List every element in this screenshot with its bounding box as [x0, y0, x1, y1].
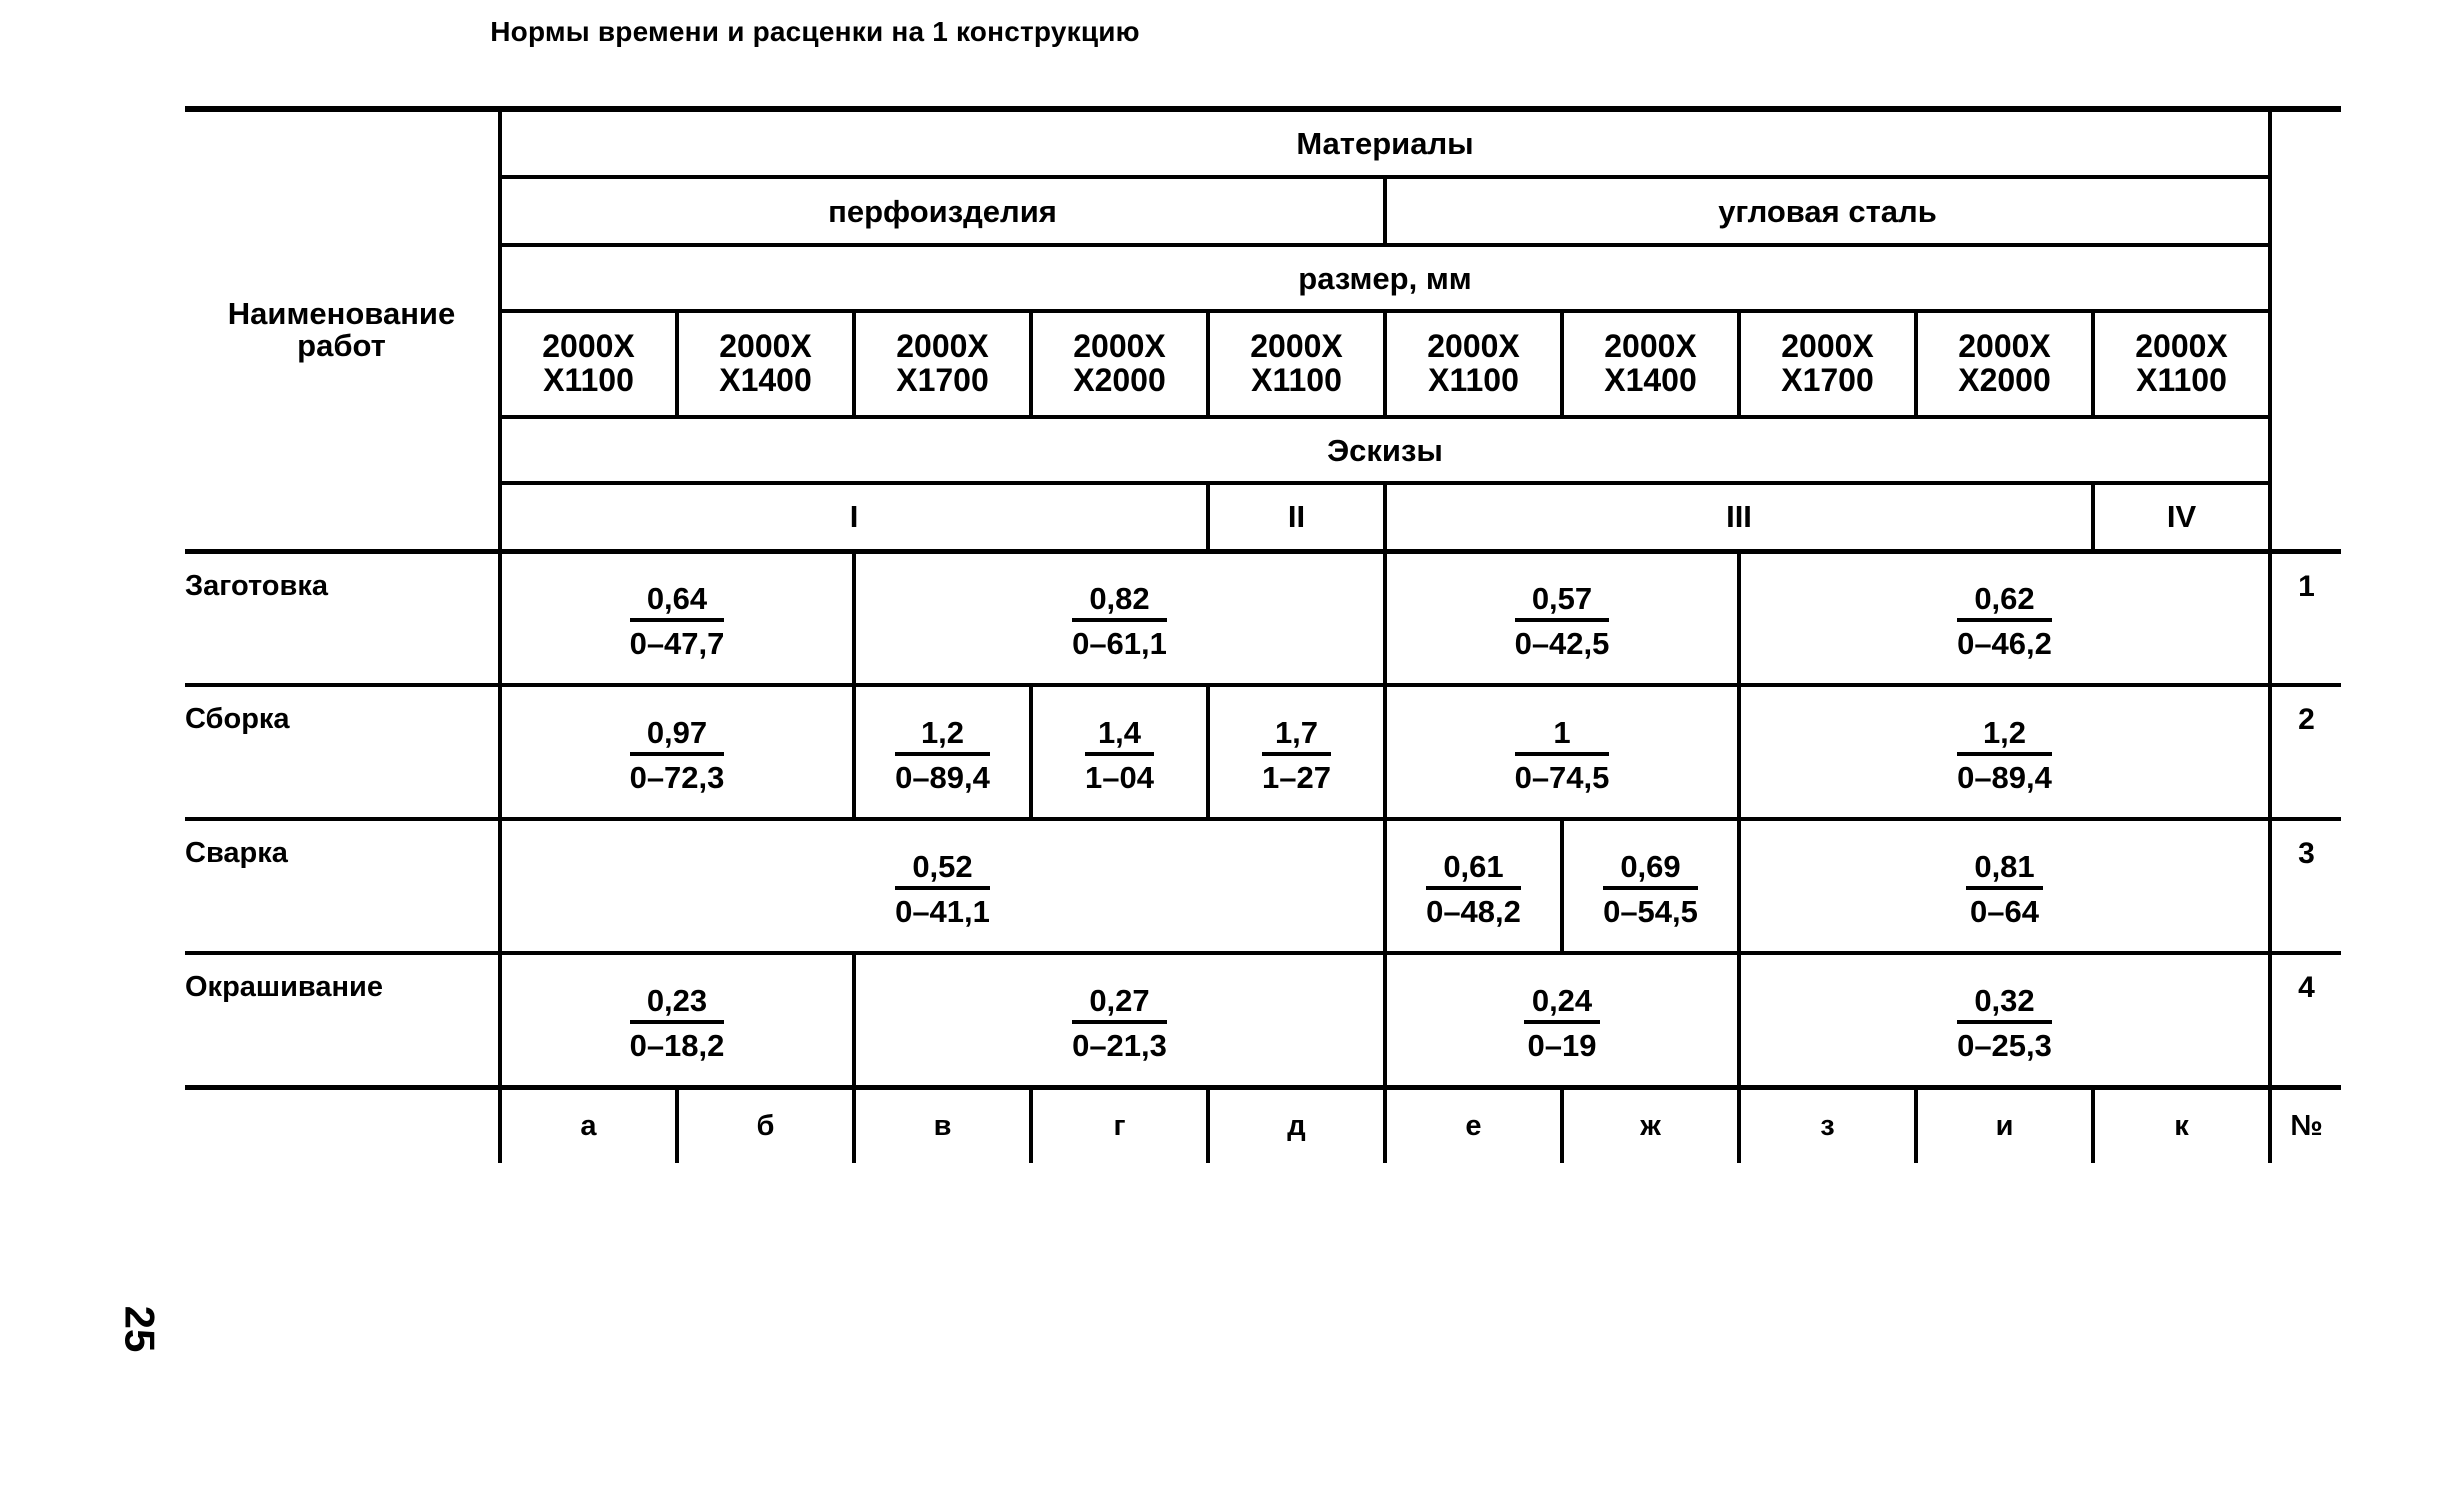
rate-cell: $\frac{0,57}{0-42,5}$ [1385, 551, 1739, 685]
rate-cell: $\frac{0,24}{0-19}$ [1385, 953, 1739, 1087]
num-label: № [2290, 1109, 2323, 1142]
rate-cell: $\frac{1,2}{0-89,4}$ [854, 685, 1031, 819]
rate-cell: $\frac{0,81}{0-64}$ [1739, 819, 2270, 953]
num-header-blank [2270, 109, 2341, 551]
rate-cell: $\frac{0,82}{0-61,1}$ [854, 551, 1385, 685]
size-header: размер, мм [500, 245, 2270, 311]
column-letter: а [500, 1087, 677, 1163]
norms-table [185, 106, 2341, 1163]
row-name: Заготовка [185, 551, 500, 685]
sketch-group-4: IV [2093, 483, 2270, 551]
rate-cell: $\frac{1,7}{1-27}$ [1208, 685, 1385, 819]
column-letter: г [1031, 1087, 1208, 1163]
column-letter: в [854, 1087, 1031, 1163]
rate-cell: $\frac{0,64}{0-47,7}$ [500, 551, 854, 685]
sketches-header: Эскизы [500, 417, 2270, 483]
rate-cell: $\frac{1}{0-74,5}$ [1385, 685, 1739, 819]
sketch-group-3: III [1385, 483, 2093, 551]
size-cell: 2000X X2000 [1031, 311, 1208, 417]
rate-cell: $\frac{0,23}{0-18,2}$ [500, 953, 854, 1087]
row-number: 3 [2270, 819, 2341, 953]
row-name: Сварка [185, 819, 500, 953]
rate-cell: $\frac{0,61}{0-48,2}$ [1385, 819, 1562, 953]
size-cell: 2000X X1100 [1208, 311, 1385, 417]
size-cell: 2000X X1400 [1562, 311, 1739, 417]
column-letter: д [1208, 1087, 1385, 1163]
size-cell: 2000X X1700 [1739, 311, 1916, 417]
column-letter: и [1916, 1087, 2093, 1163]
page-number: 25 [116, 1305, 164, 1353]
column-letter: ж [1562, 1087, 1739, 1163]
materials-header: Материалы [500, 109, 2270, 177]
rate-cell: $\frac{1,2}{0-89,4}$ [1739, 685, 2270, 819]
sketch-group-1: I [500, 483, 1208, 551]
letters-row-blank [185, 1087, 500, 1163]
column-letter: б [677, 1087, 854, 1163]
row-number: 4 [2270, 953, 2341, 1087]
size-cell: 2000X X1100 [500, 311, 677, 417]
row-name: Сборка [185, 685, 500, 819]
rate-cell: $\frac{0,32}{0-25,3}$ [1739, 953, 2270, 1087]
rate-cell: $\frac{0,62}{0-46,2}$ [1739, 551, 2270, 685]
size-cell: 2000X X1100 [1385, 311, 1562, 417]
rate-cell: $\frac{0,97}{0-72,3}$ [500, 685, 854, 819]
sketch-group-2: II [1208, 483, 1385, 551]
rate-cell: $\frac{0,69}{0-54,5}$ [1562, 819, 1739, 953]
row-number: 1 [2270, 551, 2341, 685]
row-name: Окрашивание [185, 953, 500, 1087]
work-name-header: Наименование работ [185, 109, 500, 551]
angle-steel-header: угловая сталь [1385, 177, 2270, 245]
size-cell: 2000X X1400 [677, 311, 854, 417]
size-cell: 2000X X1700 [854, 311, 1031, 417]
row-number: 2 [2270, 685, 2341, 819]
rate-cell: $\frac{0,52}{0-41,1}$ [500, 819, 1385, 953]
rate-cell: $\frac{1,4}{1-04}$ [1031, 685, 1208, 819]
size-cell: 2000X X2000 [1916, 311, 2093, 417]
column-letter: к [2093, 1087, 2270, 1163]
page-title: Нормы времени и расценки на 1 конструкцию [490, 16, 1140, 47]
size-cell: 2000X X1100 [2093, 311, 2270, 417]
rate-cell: $\frac{0,27}{0-21,3}$ [854, 953, 1385, 1087]
perf-header: перфоизделия [500, 177, 1385, 245]
column-letter: е [1385, 1087, 1562, 1163]
column-letter: з [1739, 1087, 1916, 1163]
